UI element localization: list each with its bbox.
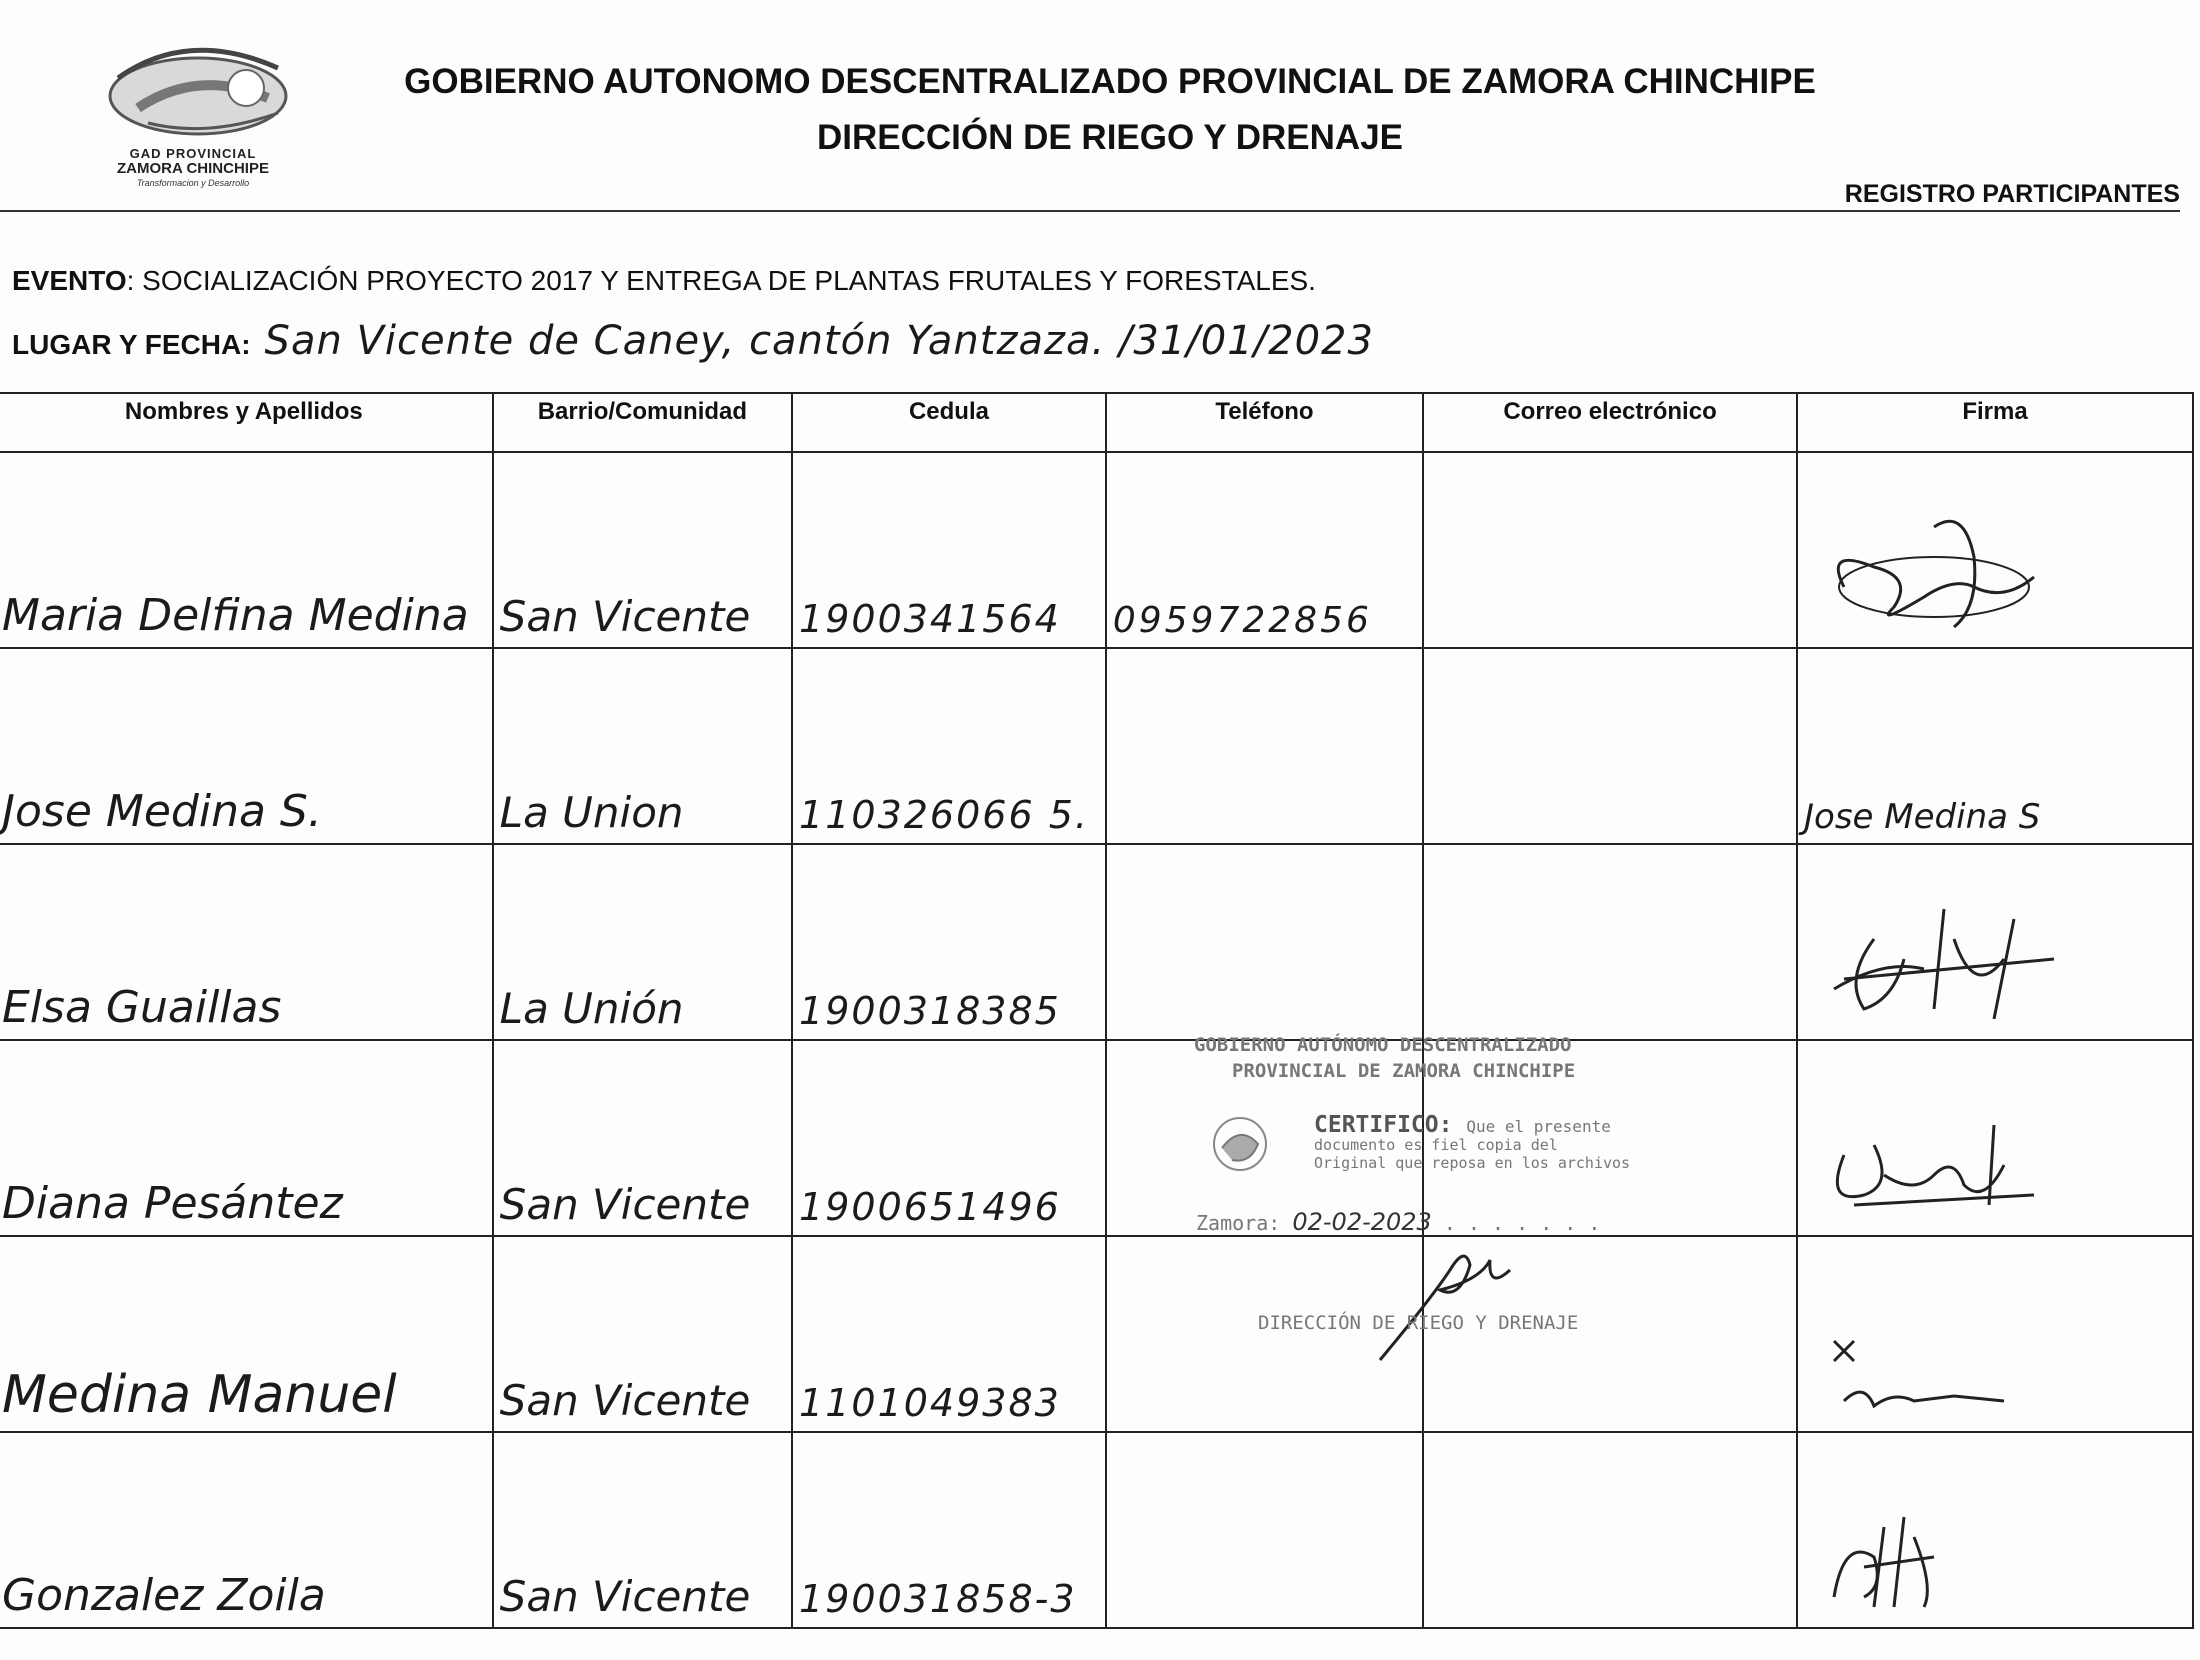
document-subtitle: DIRECCIÓN DE RIEGO Y DRENAJE [816,118,1404,157]
stamp-certifico-rest: Que el presente [1466,1117,1611,1136]
stamp-zamora-label: Zamora: [1196,1211,1281,1235]
evento-label: EVENTO [12,265,127,296]
stamp-line-1: GOBIERNO AUTÓNOMO DESCENTRALIZADO [1194,1034,1572,1056]
cell-telefono: 0959722856 [1106,452,1423,648]
logo-emblem-icon [78,38,308,148]
document-title: GOBIERNO AUTONOMO DESCENTRALIZADO PROVINCIAL DE ZAMORA CHINCHIPE [404,62,1816,101]
cell-telefono [1106,1432,1423,1628]
cell-barrio: La Union [493,648,792,844]
stamp-line-5: Original que reposa en los archivos [1314,1154,1631,1172]
cell-nombre: Medina Manuel [0,1236,493,1432]
cell-correo [1423,844,1797,1040]
cell-firma [1797,1040,2193,1236]
column-header-firma: Firma [1797,393,2193,452]
signature-icon [1804,1321,2064,1421]
signature-icon [1804,1105,2064,1225]
table-row [0,452,2193,648]
stamp-certifico [1314,1112,1611,1138]
stamp-zamora-date: 02-02-2023 [1292,1208,1432,1236]
cell-correo [1423,452,1797,648]
cell-nombre: Elsa Guaillas [0,844,493,1040]
stamp-line-4: documento es fiel copia del [1314,1136,1558,1154]
cell-nombre: Gonzalez Zoila [0,1432,493,1628]
logo-line-3: Transformacion y Desarrollo [136,178,250,188]
stamp-line-2: PROVINCIAL DE ZAMORA CHINCHIPE [1232,1060,1576,1082]
table-row [0,1432,2193,1628]
cell-telefono [1106,844,1423,1040]
seal-icon [1210,1114,1270,1174]
participants-table [0,392,2194,1629]
lugar-line [12,318,1374,364]
signature-icon [1804,899,2064,1029]
column-header-correo: Correo electrónico [1423,393,1797,452]
cell-cedula: 110326066 5. [792,648,1106,844]
column-header-nombres: Nombres y Apellidos [0,393,493,452]
header-divider [0,210,2180,212]
evento-line [12,265,1316,297]
table-row [0,648,2193,844]
logo-line-1: GAD PROVINCIAL [129,146,257,161]
signature-icon [1804,1507,2004,1617]
cell-barrio: La Unión [493,844,792,1040]
cell-cedula: 1900651496 [792,1040,1106,1236]
stamp-direccion: DIRECCIÓN DE RIEGO Y DRENAJE [1258,1312,1579,1334]
table-row [0,844,2193,1040]
cell-barrio: San Vicente [493,452,792,648]
table-header-row [0,393,2193,452]
lugar-value: San Vicente de Caney, cantón Yantzaza. /31/01/2023 [264,318,1374,364]
table-row [0,1040,2193,1236]
table-row [0,1236,2193,1432]
cell-barrio: San Vicente [493,1432,792,1628]
cell-cedula: 190031858-3 [792,1432,1106,1628]
cell-nombre: Diana Pesántez [0,1040,493,1236]
cell-nombre: Jose Medina S. [0,648,493,844]
cell-firma [1797,844,2193,1040]
cell-correo [1423,1432,1797,1628]
cell-correo [1423,648,1797,844]
stamp-signature-icon [1370,1240,1520,1370]
cell-firma [1797,1432,2193,1628]
column-header-barrio: Barrio/Comunidad [493,393,792,452]
registro-label: REGISTRO PARTICIPANTES [1844,180,2180,208]
cell-cedula: 1900318385 [792,844,1106,1040]
cell-cedula: 1101049383 [792,1236,1106,1432]
logo-line-2: ZAMORA CHINCHIPE [117,160,269,177]
cell-firma [1797,452,2193,648]
cell-cedula: 1900341564 [792,452,1106,648]
cell-barrio: San Vicente [493,1236,792,1432]
cell-telefono [1106,648,1423,844]
gad-logo [78,38,308,198]
cell-barrio: San Vicente [493,1040,792,1236]
stamp-certifico-label: CERTIFICO: [1314,1112,1453,1138]
cell-nombre: Maria Delfina Medina [0,452,493,648]
cell-firma: Jose Medina S [1797,648,2193,844]
signature-icon [1804,507,2064,637]
cell-firma [1797,1236,2193,1432]
column-header-telefono: Teléfono [1106,393,1423,452]
stamp-zamora: Zamora: 02-02-2023 . . . . . . . [1196,1208,1601,1236]
lugar-label: LUGAR Y FECHA: [12,329,251,360]
column-header-cedula: Cedula [792,393,1106,452]
certification-stamp [1190,1030,1710,1360]
evento-value: : SOCIALIZACIÓN PROYECTO 2017 Y ENTREGA DE PLANTAS FRUTALES Y FORESTALES. [126,265,1316,296]
